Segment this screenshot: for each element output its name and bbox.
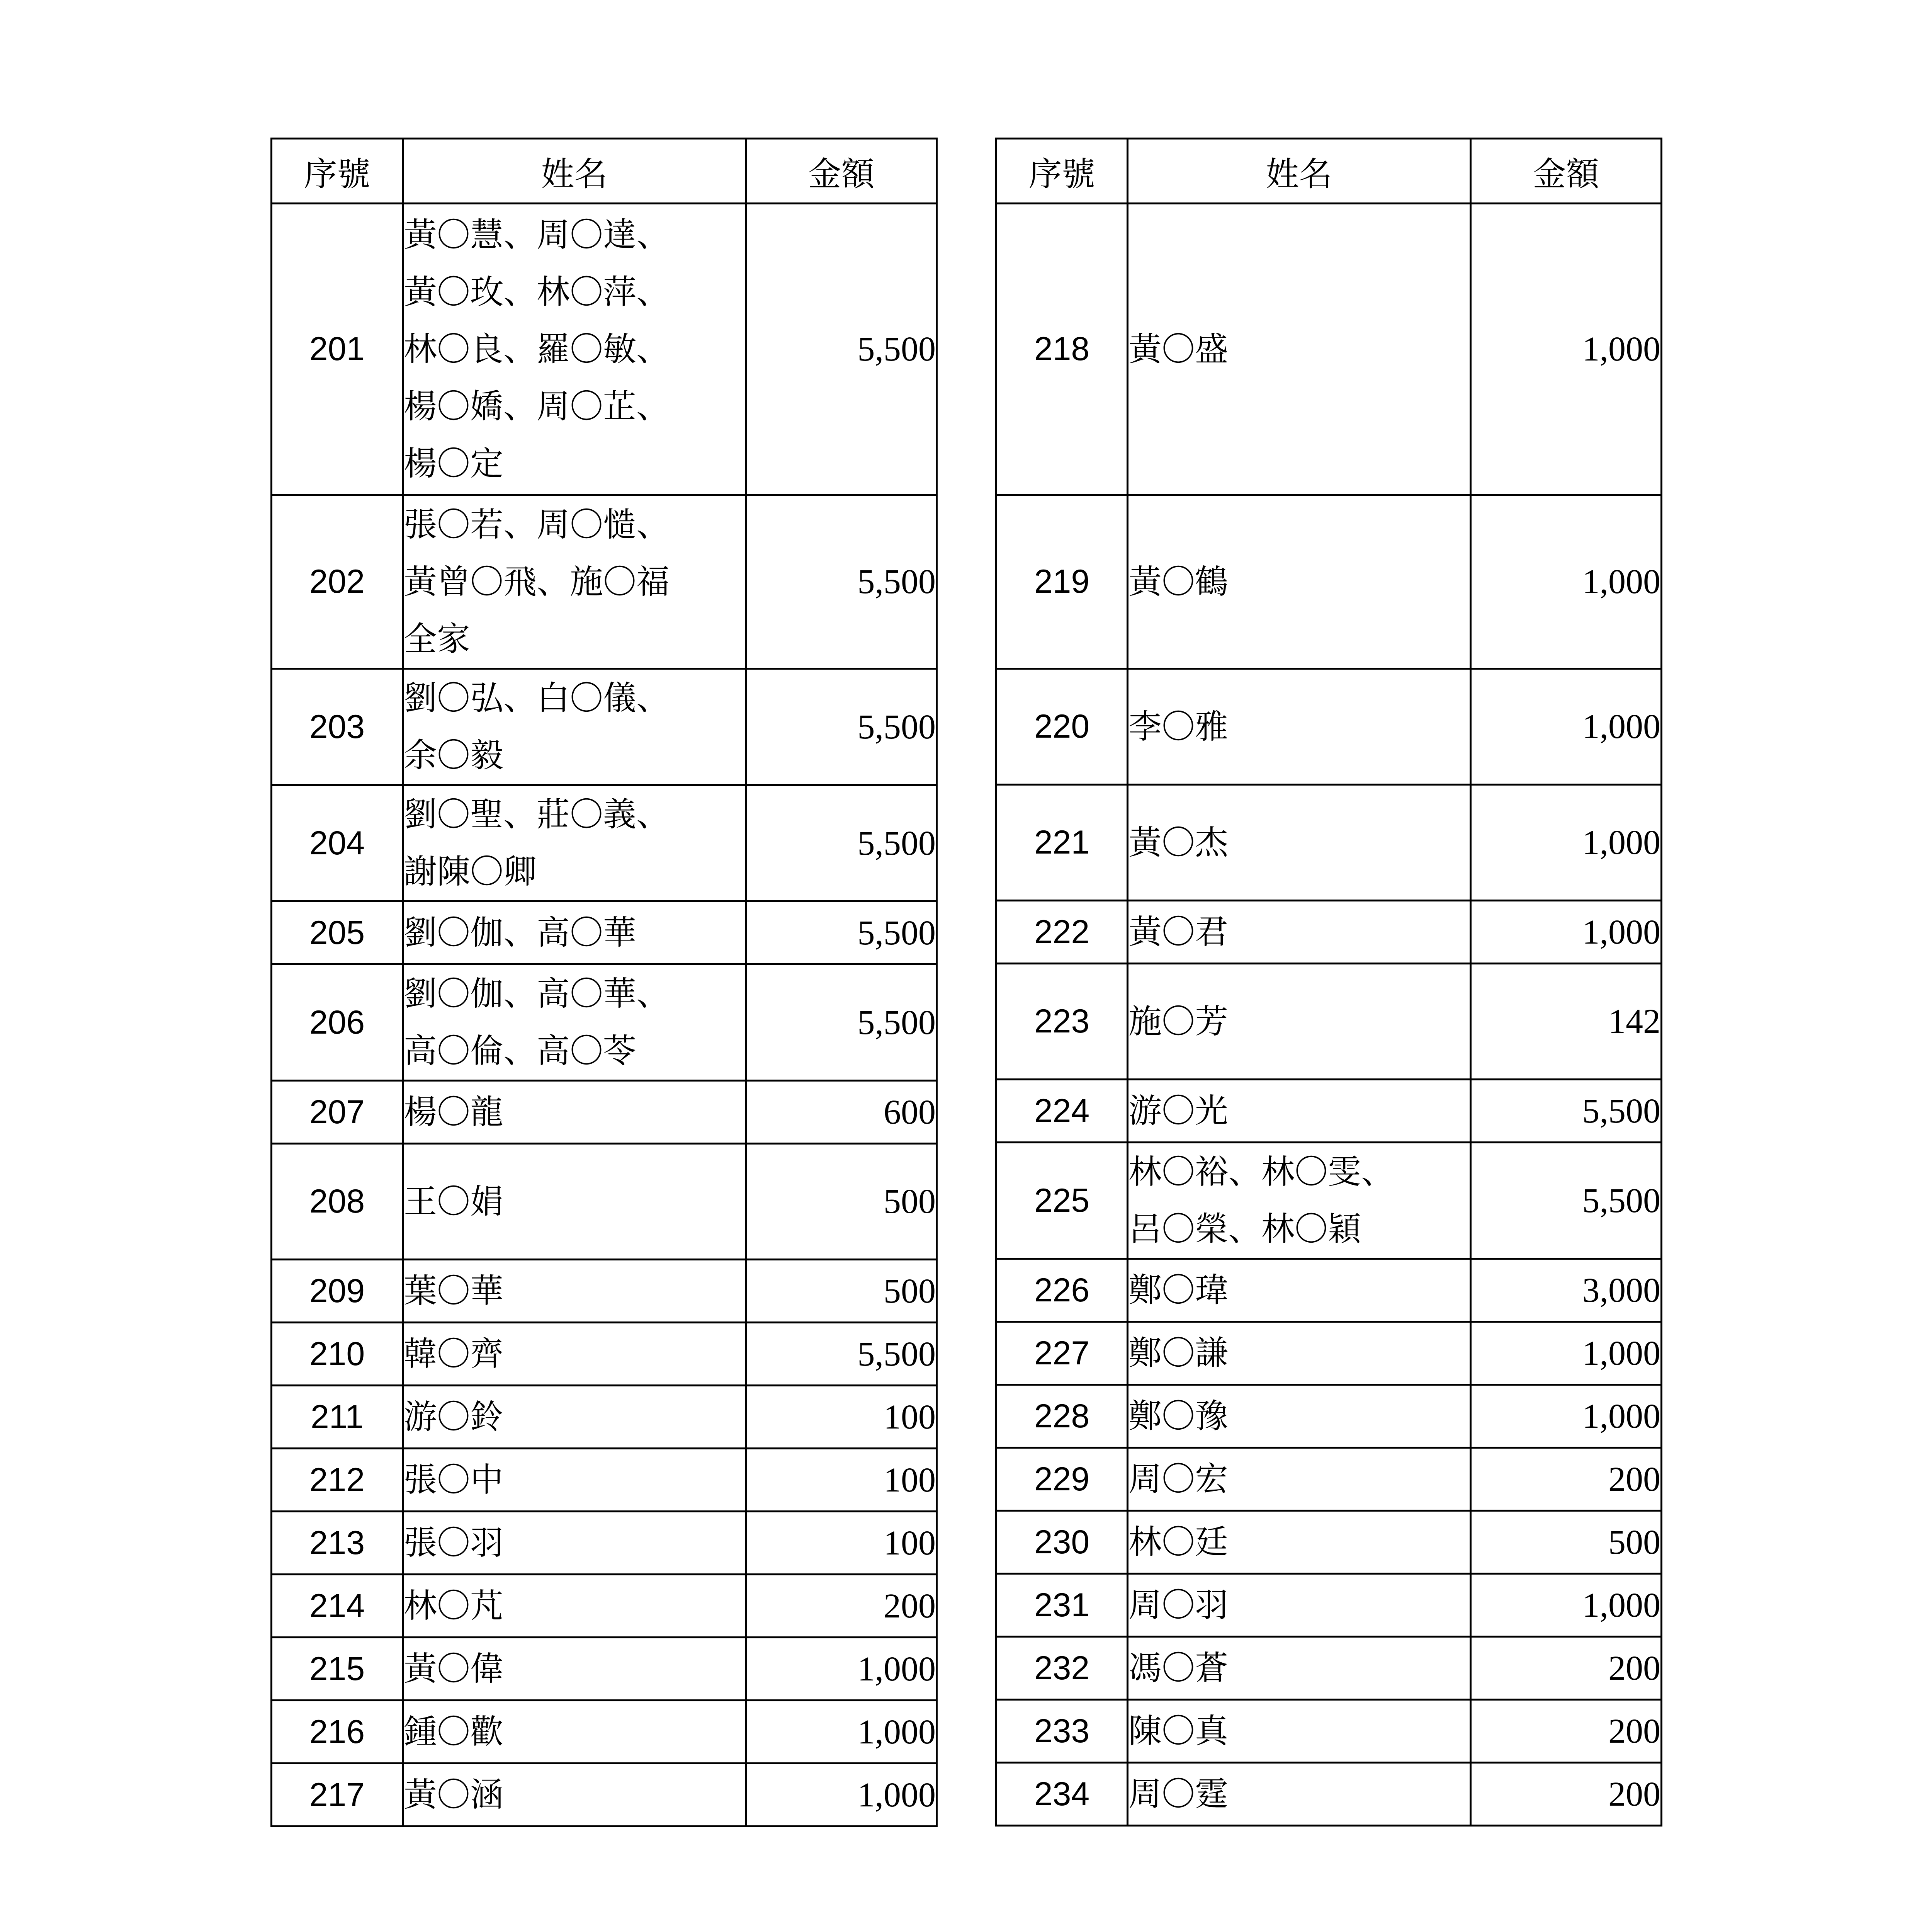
donor-name-line: 黃〇杰	[1128, 823, 1228, 862]
donation-amount: 100	[746, 1386, 937, 1449]
donor-number: 230	[996, 1511, 1128, 1574]
table-row	[272, 785, 937, 901]
donation-amount: 142	[1471, 964, 1662, 1080]
donor-number: 224	[996, 1080, 1128, 1143]
donor-names	[1128, 1700, 1471, 1763]
donor-number: 203	[272, 669, 403, 785]
donor-number: 210	[272, 1323, 403, 1386]
donor-name-line: 黃〇盛	[1128, 330, 1228, 369]
donor-name-line: 謝陳〇卿	[404, 852, 537, 891]
donation-amount: 200	[1471, 1700, 1662, 1763]
donor-names	[403, 1701, 746, 1764]
table-row	[996, 1259, 1662, 1322]
table-row	[272, 1323, 937, 1386]
donor-names	[403, 1081, 746, 1144]
donor-number: 227	[996, 1322, 1128, 1385]
donor-name-line: 黃〇鶴	[1128, 562, 1228, 601]
table-row	[272, 1764, 937, 1827]
donor-names	[403, 1144, 746, 1260]
table-row	[996, 1322, 1662, 1385]
donor-names	[1128, 1448, 1471, 1511]
donation-amount: 5,500	[1471, 1080, 1662, 1143]
donor-names	[403, 1260, 746, 1323]
donation-amount: 1,000	[746, 1701, 937, 1764]
donor-table-right	[995, 138, 1662, 1827]
table-row	[272, 669, 937, 785]
table-row	[272, 1260, 937, 1323]
donation-amount: 100	[746, 1512, 937, 1575]
donor-names	[1128, 669, 1471, 785]
donor-name-line: 黃〇涵	[404, 1776, 503, 1814]
donation-amount: 200	[1471, 1448, 1662, 1511]
donor-number: 232	[996, 1637, 1128, 1700]
donor-names	[403, 1323, 746, 1386]
donation-amount: 1,000	[746, 1638, 937, 1701]
donor-number: 217	[272, 1764, 403, 1827]
donor-name-line: 林〇廷	[1128, 1523, 1228, 1561]
donor-name-line: 張〇中	[404, 1461, 503, 1499]
table-row	[996, 1385, 1662, 1448]
table-row	[996, 964, 1662, 1080]
donor-number: 218	[996, 204, 1128, 495]
donor-name-line: 鄭〇豫	[1128, 1397, 1228, 1435]
table-row	[996, 669, 1662, 785]
table-row	[996, 204, 1662, 495]
table-row	[272, 1638, 937, 1701]
donor-number: 213	[272, 1512, 403, 1575]
donor-name-line: 黃〇君	[1128, 913, 1228, 951]
donation-amount: 5,500	[746, 669, 937, 785]
donor-number: 222	[996, 901, 1128, 964]
header-no: 序號	[272, 139, 403, 204]
donor-number: 201	[272, 204, 403, 495]
donor-name-line: 余〇毅	[404, 736, 503, 775]
donor-number: 214	[272, 1575, 403, 1638]
donor-names	[403, 495, 746, 669]
donor-number: 229	[996, 1448, 1128, 1511]
table-row	[996, 1574, 1662, 1637]
donor-name-line: 劉〇伽、高〇華	[404, 913, 636, 952]
table-row	[272, 964, 937, 1081]
donor-names	[403, 901, 746, 964]
donor-names	[1128, 1574, 1471, 1637]
donor-name-line: 鄭〇謙	[1128, 1334, 1228, 1372]
donor-number: 209	[272, 1260, 403, 1323]
donation-amount: 5,500	[746, 495, 937, 669]
table-row	[272, 1449, 937, 1512]
donation-amount: 1,000	[1471, 785, 1662, 901]
donor-number: 219	[996, 495, 1128, 669]
donor-name-line: 韓〇齊	[404, 1335, 503, 1373]
donor-name-line: 游〇光	[1128, 1092, 1228, 1130]
donation-amount: 200	[1471, 1763, 1662, 1826]
donation-amount: 5,500	[746, 901, 937, 964]
thanks-notice	[291, 1921, 1643, 1932]
donation-amount: 5,500	[746, 785, 937, 901]
donor-names	[403, 1638, 746, 1701]
donation-amount: 500	[746, 1144, 937, 1260]
table-row	[272, 1144, 937, 1260]
donor-name-line: 楊〇定	[404, 444, 503, 483]
donation-amount: 1,000	[1471, 669, 1662, 785]
donation-amount: 1,000	[1471, 1385, 1662, 1448]
donation-amount: 5,500	[1471, 1143, 1662, 1259]
donor-name-line: 黃〇偉	[404, 1650, 503, 1688]
donor-names	[403, 1575, 746, 1638]
table-row	[996, 1763, 1662, 1826]
donor-name-line: 林〇芃	[404, 1587, 503, 1625]
table-header-row	[996, 139, 1662, 204]
donor-names	[1128, 964, 1471, 1080]
donor-name-line: 鄭〇瑋	[1128, 1271, 1228, 1310]
donor-name-line: 王〇娟	[404, 1182, 503, 1221]
donor-names	[403, 1512, 746, 1575]
donor-name-line: 高〇倫、高〇苓	[404, 1032, 636, 1070]
donor-names	[1128, 1080, 1471, 1143]
donor-number: 228	[996, 1385, 1128, 1448]
table-row	[996, 785, 1662, 901]
donor-name-line: 楊〇嬌、周〇芷、	[404, 387, 670, 426]
donor-number: 220	[996, 669, 1128, 785]
donor-name-line: 林〇裕、林〇雯、	[1128, 1153, 1394, 1191]
header-name: 姓名	[1128, 139, 1471, 204]
donor-names	[1128, 1322, 1471, 1385]
table-header-row	[272, 139, 937, 204]
donation-amount: 5,500	[746, 204, 937, 495]
donor-names	[403, 1449, 746, 1512]
donation-amount: 200	[746, 1575, 937, 1638]
donor-number: 207	[272, 1081, 403, 1144]
donor-names	[403, 1764, 746, 1827]
donor-number: 234	[996, 1763, 1128, 1826]
donor-name-line: 全家	[404, 619, 470, 658]
table-row	[272, 204, 937, 495]
donation-amount: 5,500	[746, 1323, 937, 1386]
table-row	[272, 901, 937, 964]
donation-amount: 500	[746, 1260, 937, 1323]
donor-name-line: 周〇霆	[1128, 1775, 1228, 1813]
donor-names	[1128, 1637, 1471, 1700]
donor-name-line: 黃曾〇飛、施〇福	[404, 562, 670, 601]
donation-amount: 600	[746, 1081, 937, 1144]
donor-names	[1128, 495, 1471, 669]
donor-name-line: 馮〇蒼	[1128, 1649, 1228, 1687]
donation-amount: 3,000	[1471, 1259, 1662, 1322]
donor-number: 215	[272, 1638, 403, 1701]
table-row	[272, 495, 937, 669]
donor-names	[403, 669, 746, 785]
donor-name-line: 黃〇玫、林〇萍、	[404, 272, 670, 311]
donation-amount: 5,500	[746, 964, 937, 1081]
table-row	[996, 1511, 1662, 1574]
donor-names	[1128, 1143, 1471, 1259]
table-row	[272, 1512, 937, 1575]
donor-rows-left	[272, 204, 937, 1827]
donor-names	[1128, 1511, 1471, 1574]
donor-name-line: 周〇宏	[1128, 1460, 1228, 1498]
donation-amount: 100	[746, 1449, 937, 1512]
donor-name-line: 李〇雅	[1128, 707, 1228, 746]
donation-amount: 1,000	[1471, 495, 1662, 669]
donor-name-line: 劉〇伽、高〇華、	[404, 975, 670, 1013]
donor-number: 231	[996, 1574, 1128, 1637]
donor-name-line: 劉〇聖、莊〇義、	[404, 795, 670, 834]
donor-name-line: 呂〇榮、林〇穎	[1128, 1210, 1361, 1248]
donor-number: 206	[272, 964, 403, 1081]
donor-name-line: 鍾〇歡	[404, 1713, 503, 1751]
donor-number: 202	[272, 495, 403, 669]
donation-amount: 1,000	[1471, 204, 1662, 495]
donor-number: 208	[272, 1144, 403, 1260]
donor-names	[403, 964, 746, 1081]
table-row	[272, 1575, 937, 1638]
donor-names	[403, 1386, 746, 1449]
donor-name-line: 陳〇真	[1128, 1712, 1228, 1750]
donor-number: 211	[272, 1386, 403, 1449]
donation-amount: 1,000	[746, 1764, 937, 1827]
donor-name-line: 林〇良、羅〇敏、	[404, 330, 670, 369]
donor-name-line: 張〇羽	[404, 1524, 503, 1562]
donor-names	[1128, 785, 1471, 901]
donor-number: 225	[996, 1143, 1128, 1259]
donor-name-line: 張〇若、周〇慥、	[404, 505, 670, 544]
donor-name-line: 楊〇龍	[404, 1093, 503, 1131]
donor-names	[1128, 1385, 1471, 1448]
table-row	[272, 1081, 937, 1144]
donor-number: 212	[272, 1449, 403, 1512]
donor-number: 226	[996, 1259, 1128, 1322]
donor-table-left	[270, 138, 938, 1827]
donor-names	[1128, 1763, 1471, 1826]
donor-number: 204	[272, 785, 403, 901]
table-row	[996, 495, 1662, 669]
donor-number: 205	[272, 901, 403, 964]
header-name: 姓名	[403, 139, 746, 204]
header-no: 序號	[996, 139, 1128, 204]
donor-names	[1128, 1259, 1471, 1322]
header-amount: 金額	[1471, 139, 1662, 204]
donor-name-line: 周〇羽	[1128, 1586, 1228, 1624]
donor-number: 233	[996, 1700, 1128, 1763]
donor-rows-right	[996, 204, 1662, 1826]
donor-names	[403, 204, 746, 495]
table-row	[272, 1386, 937, 1449]
table-row	[996, 1700, 1662, 1763]
donation-amount: 1,000	[1471, 1574, 1662, 1637]
donor-name-line: 葉〇華	[404, 1272, 503, 1310]
donor-names	[403, 785, 746, 901]
table-row	[996, 1448, 1662, 1511]
table-row	[996, 901, 1662, 964]
donor-names	[1128, 901, 1471, 964]
table-row	[996, 1143, 1662, 1259]
donor-names	[1128, 204, 1471, 495]
donation-amount: 200	[1471, 1637, 1662, 1700]
donor-name-line: 游〇鈴	[404, 1398, 503, 1436]
table-row	[996, 1637, 1662, 1700]
donor-number: 216	[272, 1701, 403, 1764]
donor-number: 221	[996, 785, 1128, 901]
header-amount: 金額	[746, 139, 937, 204]
donation-amount: 1,000	[1471, 1322, 1662, 1385]
donation-amount: 500	[1471, 1511, 1662, 1574]
table-row	[996, 1080, 1662, 1143]
donor-name-line: 施〇芳	[1128, 1002, 1228, 1041]
donation-amount: 1,000	[1471, 901, 1662, 964]
donor-number: 223	[996, 964, 1128, 1080]
donor-name-line: 劉〇弘、白〇儀、	[404, 679, 670, 718]
table-row	[272, 1701, 937, 1764]
donor-name-line: 黃〇慧、周〇達、	[404, 215, 670, 254]
